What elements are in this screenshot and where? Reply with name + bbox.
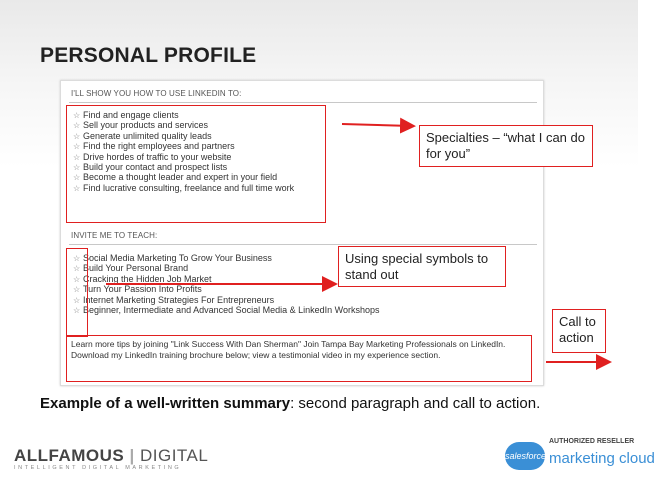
teach-item-label: Social Media Marketing To Grow Your Business [83, 253, 272, 263]
star-icon: ☆ [73, 142, 81, 152]
specialty-item-label: Become a thought leader and expert in your field [83, 172, 278, 183]
teach-item-label: Beginner, Intermediate and Advanced Social Media & LinkedIn Workshops [83, 304, 380, 315]
star-icon: ☆ [73, 295, 81, 305]
specialties-callout: Specialties – “what I can do for you” [419, 125, 593, 167]
teach-item-label: Internet Marketing Strategies For Entrepreneurs [83, 294, 275, 305]
star-icon: ☆ [73, 305, 81, 315]
teach-item-label: Turn Your Passion Into Profits [83, 284, 202, 295]
caption-rest: : second paragraph and call to action. [290, 395, 541, 412]
cta-callout: Call to action [552, 309, 606, 353]
star-icon: ☆ [73, 121, 81, 131]
allfamous-tagline: INTELLIGENT DIGITAL MARKETING [14, 465, 182, 471]
teach-item-label: Cracking the Hidden Job Market [83, 273, 212, 284]
allfamous-wordmark: ALLFAMOUS [14, 446, 125, 465]
caption-bold: Example of a well-written summary [40, 395, 291, 412]
specialty-item-label: Generate unlimited quality leads [83, 130, 212, 141]
marketing-cloud-label: marketing cloud [549, 450, 655, 467]
star-icon: ☆ [73, 264, 81, 274]
allfamous-digital: DIGITAL [139, 446, 209, 465]
star-icon: ☆ [73, 285, 81, 295]
allfamous-logo: ALLFAMOUS | DIGITAL INTELLIGENT DIGITAL MARKETING [14, 446, 209, 471]
specialties-arrow [342, 124, 412, 126]
specialty-item-label: Find lucrative consulting, freelance and full time work [83, 182, 295, 193]
specialties-heading: I'LL SHOW YOU HOW TO USE LINKEDIN TO: [71, 89, 242, 98]
specialty-item-label: Find and engage clients [83, 110, 179, 120]
specialty-item-label: Build your contact and prospect lists [83, 161, 228, 172]
authorized-reseller-label: AUTHORIZED RESELLER [549, 438, 635, 445]
slide-caption [40, 393, 600, 414]
symbols-callout: Using special symbols to stand out [338, 246, 506, 287]
teach-item-label: Build Your Personal Brand [83, 263, 189, 274]
star-icon: ☆ [73, 162, 81, 172]
teach-heading: INVITE ME TO TEACH: [71, 231, 158, 240]
specialty-item-label: Drive hordes of traffic to your website [83, 151, 232, 162]
specialty-item-label: Find the right employees and partners [83, 141, 235, 152]
star-icon: ☆ [73, 254, 81, 263]
salesforce-cloud-logo: salesforce [505, 442, 545, 470]
page-title: PERSONAL PROFILE [40, 44, 257, 67]
star-icon: ☆ [73, 274, 81, 284]
star-icon: ☆ [73, 131, 81, 141]
star-icon: ☆ [73, 183, 81, 193]
star-icon: ☆ [73, 173, 81, 183]
specialty-item-label: Sell your products and services [83, 120, 209, 131]
call-to-action-text: Learn more tips by joining "Link Success With Dan Sherman" Join Tampa Bay Marketing Professionals on LinkedIn. Download my LinkedIn training brochure below; view a testimonial video in my experience section. [71, 339, 506, 360]
star-icon: ☆ [73, 111, 81, 120]
star-icon: ☆ [73, 152, 81, 162]
